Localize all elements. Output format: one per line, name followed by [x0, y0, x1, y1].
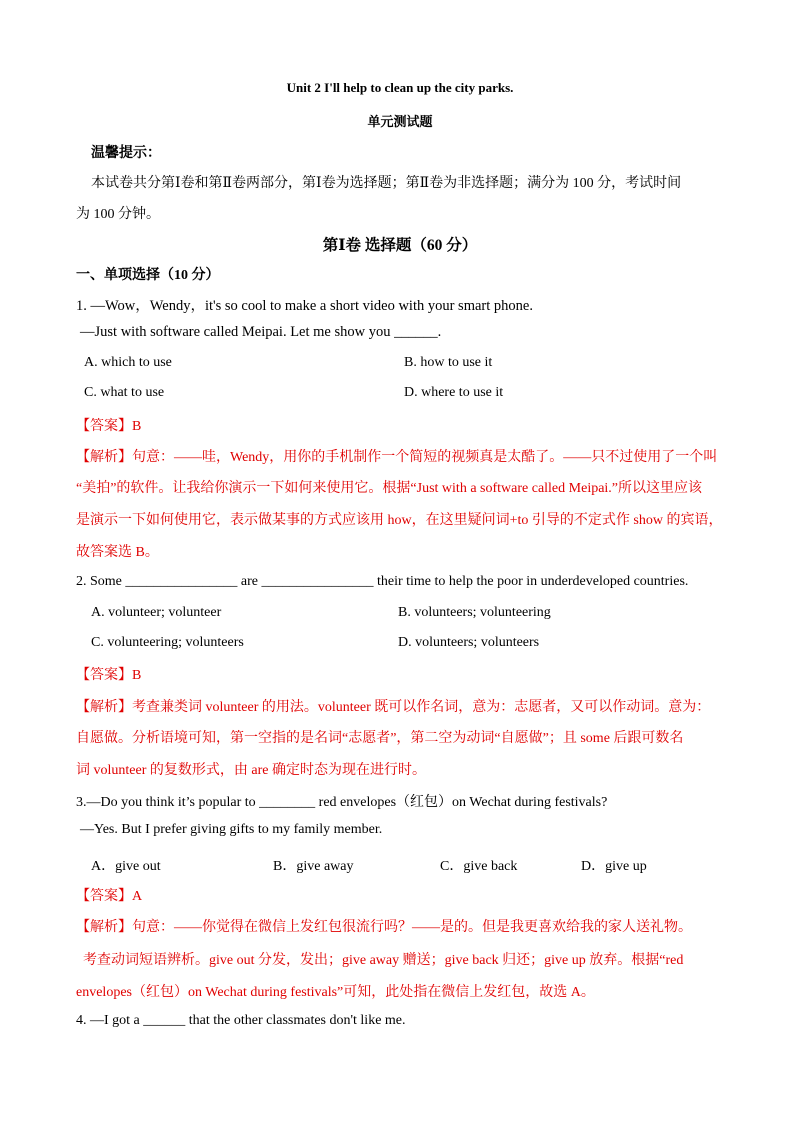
- tip-line-2: 为 100 分钟。: [76, 207, 160, 222]
- question-1-option-c: C. what to use: [84, 385, 165, 400]
- part-title: 一、单项选择（10 分）: [76, 268, 220, 283]
- question-2-analysis-line-2: 自愿做。分析语境可知，第一空指的是名词“志愿者”，第二空为动词“自愿做”；且 some 后跟可数名: [76, 731, 684, 746]
- question-3-option-d: D．give up: [581, 859, 647, 874]
- section-title: 第Ⅰ卷 选择题（60 分）: [322, 237, 478, 254]
- tip-label: 温馨提示：: [91, 146, 161, 161]
- question-1-analysis-line-3: 是演示一下如何使用它，表示做某事的方式应该用 how，在这里疑问词+to 引导的不定式作 show 的宾语，: [76, 513, 723, 528]
- question-2-option-d: D. volunteers; volunteers: [398, 635, 540, 650]
- question-2-stem: 2. Some ________________ are ________________ their time to help the poor in underdeveloped countries.: [76, 574, 689, 589]
- question-1-answer: 【答案】B: [76, 419, 142, 434]
- question-1-option-d: D. where to use it: [404, 385, 504, 400]
- question-2-analysis-line-3: 词 volunteer 的复数形式，由 are 确定时态为现在进行时。: [76, 763, 426, 778]
- question-1-analysis-line-2: “美拍”的软件。让我给你演示一下如何来使用它。根据“Just with a software called Meipai.”所以这里应该: [76, 481, 703, 496]
- question-3-analysis-line-3: envelopes（红包）on Wechat during festivals”可知，此处指在微信上发红包，故选 A。: [76, 985, 595, 1000]
- question-2-option-b: B. volunteers; volunteering: [398, 605, 551, 620]
- question-3-stem-line-2: —Yes. But I prefer giving gifts to my family member.: [80, 822, 383, 837]
- question-3-option-c: C．give back: [440, 859, 518, 874]
- question-3-analysis-line-2: 考查动词短语辨析。give out 分发，发出；give away 赠送；give back 归还；give up 放弃。根据“red: [83, 953, 684, 968]
- question-3-stem-line-1: 3.—Do you think it’s popular to ________ red envelopes（红包）on Wechat during festivals?: [76, 795, 608, 810]
- question-2-analysis-line-1: 【解析】考查兼类词 volunteer 的用法。volunteer 既可以作名词，意为：志愿者，又可以作动词。意为：: [76, 700, 711, 715]
- question-4-stem: 4. —I got a ______ that the other classmates don't like me.: [76, 1013, 406, 1028]
- document-title: Unit 2 I'll help to clean up the city parks.: [286, 80, 514, 95]
- document-subtitle: 单元测试题: [367, 114, 433, 129]
- tip-line-1: 本试卷共分第Ⅰ卷和第Ⅱ卷两部分，第Ⅰ卷为选择题；第Ⅱ卷为非选择题；满分为 100 分，考试时间: [91, 176, 682, 191]
- question-1-analysis-line-1: 【解析】句意：——哇，Wendy，用你的手机制作一个简短的视频真是太酷了。——只不过使用了一个叫: [76, 450, 718, 465]
- question-3-option-a: A．give out: [91, 859, 161, 874]
- question-3-option-b: B．give away: [273, 859, 354, 874]
- question-3-answer: 【答案】A: [76, 889, 143, 904]
- question-3-analysis-line-1: 【解析】句意：——你觉得在微信上发红包很流行吗？——是的。但是我更喜欢给我的家人送礼物。: [76, 920, 692, 935]
- question-2-answer: 【答案】B: [76, 668, 142, 683]
- question-2-option-c: C. volunteering; volunteers: [91, 635, 244, 650]
- question-1-option-a: A. which to use: [84, 355, 172, 370]
- question-1-stem-line-1: 1. —Wow，Wendy，it's so cool to make a short video with your smart phone.: [76, 298, 533, 314]
- question-2-option-a: A. volunteer; volunteer: [91, 605, 222, 620]
- question-1-option-b: B. how to use it: [404, 355, 493, 370]
- question-1-stem-line-2: —Just with software called Meipai. Let me show you ______.: [80, 324, 442, 340]
- question-1-analysis-line-4: 故答案选 B。: [76, 545, 159, 560]
